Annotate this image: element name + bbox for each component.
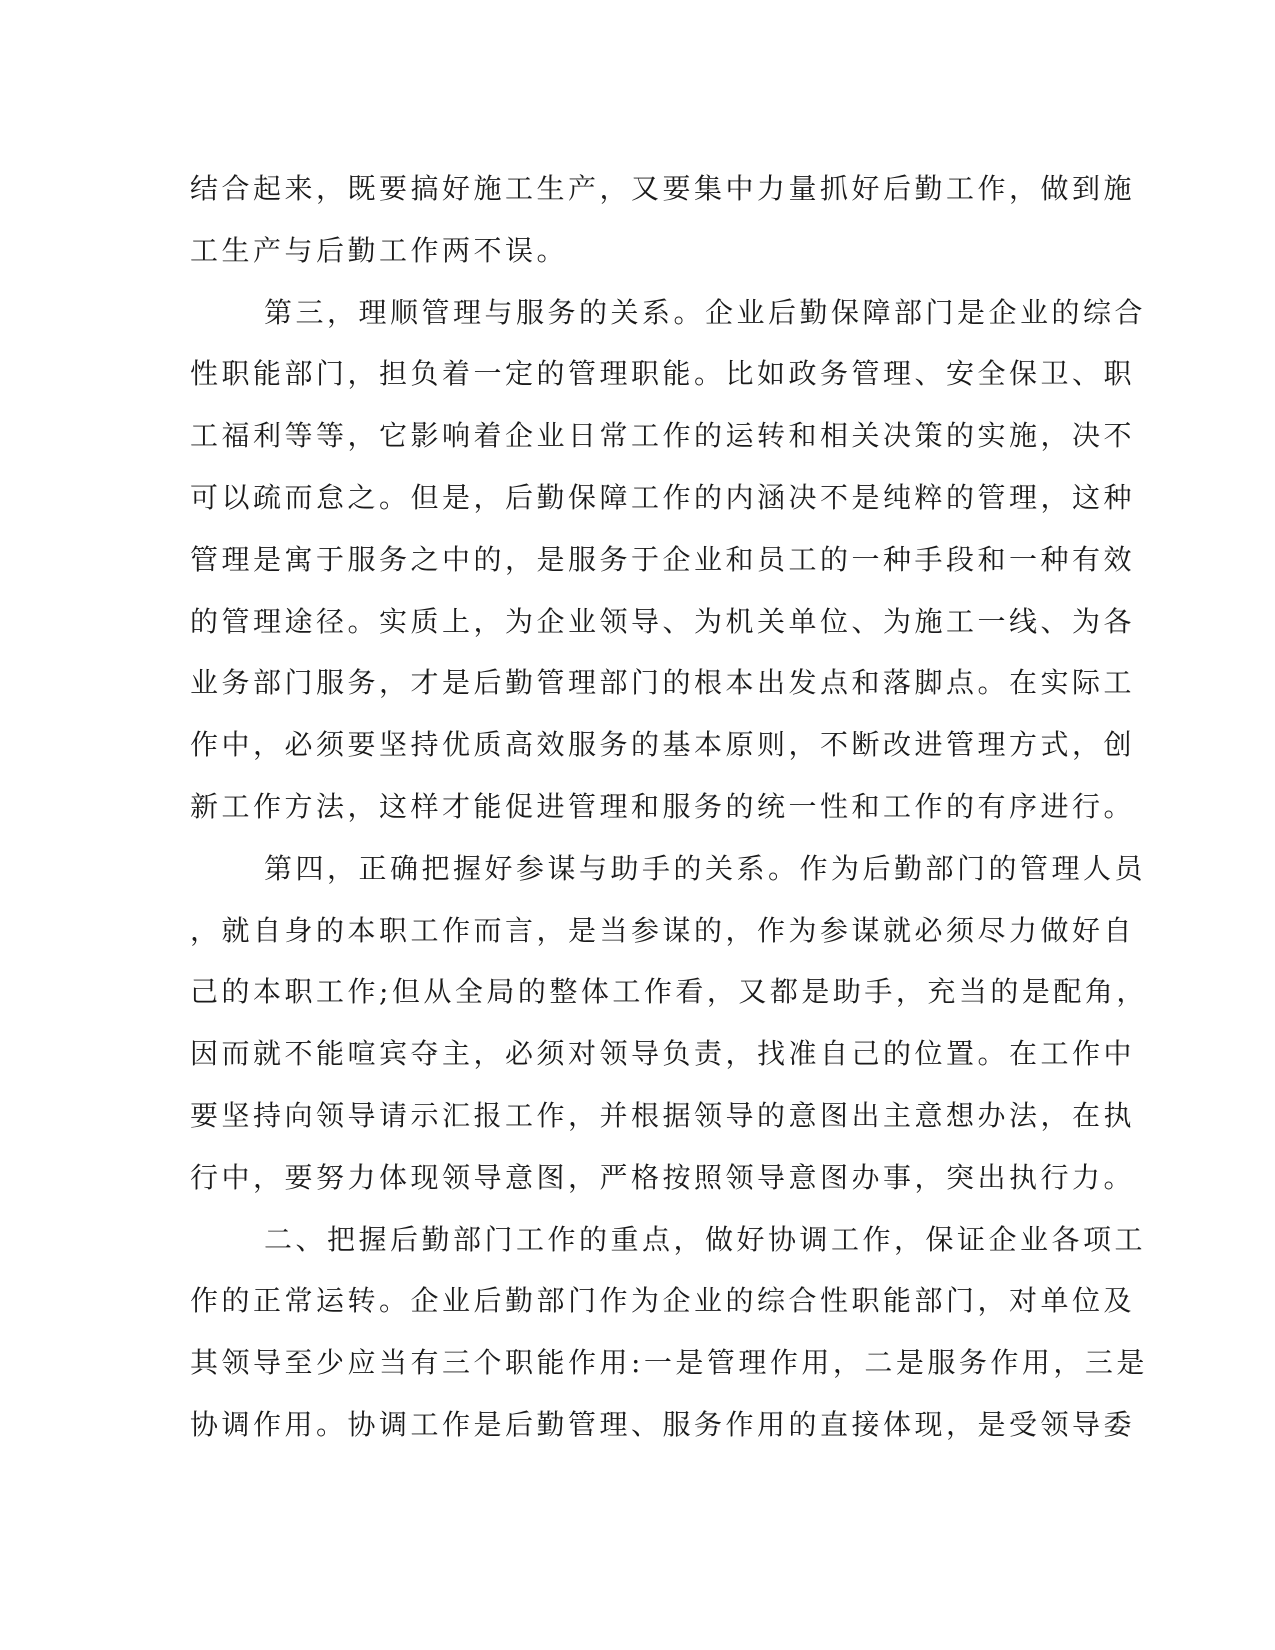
text-line: 业务部门服务，才是后勤管理部门的根本出发点和落脚点。在实际工 (190, 666, 1136, 700)
text-line: 行中，要努力体现领导意图，严格按照领导意图办事，突出执行力。 (190, 1160, 1136, 1194)
text-line: 因而就不能喧宾夺主，必须对领导负责，找准自己的位置。在工作中 (190, 1037, 1136, 1071)
text-line: 新工作方法，这样才能促进管理和服务的统一性和工作的有序进行。 (190, 789, 1136, 823)
text-line: 的管理途径。实质上，为企业领导、为机关单位、为施工一线、为各 (190, 604, 1136, 638)
text-line: 己的本职工作;但从全局的整体工作看，又都是助手，充当的是配角， (190, 975, 1148, 1009)
text-line: 协调作用。协调工作是后勤管理、服务作用的直接体现，是受领导委 (190, 1407, 1136, 1441)
text-line: 其领导至少应当有三个职能作用:一是管理作用，二是服务作用，三是 (190, 1346, 1148, 1380)
body-text (190, 158, 1148, 1456)
text-line: 工生产与后勤工作两不误。 (190, 233, 569, 267)
paragraph-first-line: 第四，正确把握好参谋与助手的关系。作为后勤部门的管理人员 (264, 851, 1147, 885)
text-line: 管理是寓于服务之中的，是服务于企业和员工的一种手段和一种有效 (190, 542, 1136, 576)
paragraph-first-line: 二、把握后勤部门工作的重点，做好协调工作，保证企业各项工 (264, 1222, 1147, 1256)
text-line: 结合起来，既要搞好施工生产，又要集中力量抓好后勤工作，做到施 (190, 172, 1136, 205)
text-line: 作中，必须要坚持优质高效服务的基本原则，不断改进管理方式，创 (190, 728, 1136, 762)
text-line: 性职能部门，担负着一定的管理职能。比如政务管理、安全保卫、职 (190, 357, 1136, 391)
paragraph-first-line: 第三，理顺管理与服务的关系。企业后勤保障部门是企业的综合 (264, 295, 1147, 329)
text-line: ，就自身的本职工作而言，是当参谋的，作为参谋就必须尽力做好自 (190, 913, 1136, 947)
text-line: 作的正常运转。企业后勤部门作为企业的综合性职能部门，对单位及 (190, 1284, 1136, 1318)
text-line: 工福利等等，它影响着企业日常工作的运转和相关决策的实施，决不 (190, 419, 1136, 453)
text-line: 要坚持向领导请示汇报工作，并根据领导的意图出主意想办法，在执 (190, 1098, 1136, 1132)
text-line: 可以疏而怠之。但是，后勤保障工作的内涵决不是纯粹的管理，这种 (190, 480, 1136, 514)
